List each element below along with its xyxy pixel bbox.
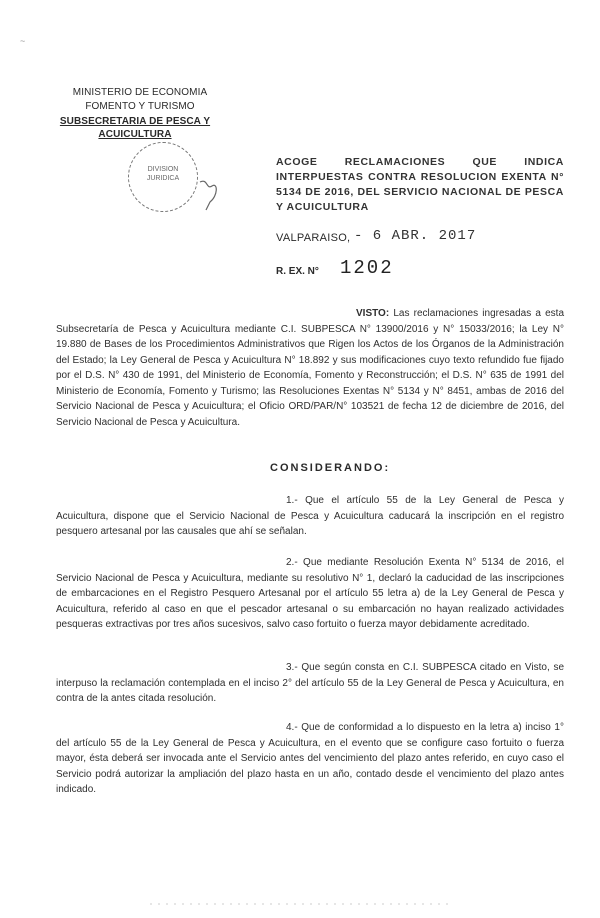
item-number: 3.- [286,662,298,673]
date-stamp: - 6 ABR. 2017 [354,228,477,244]
place-label: VALPARAISO, [276,232,351,244]
ministry-subtitle: FOMENTO Y TURISMO [85,101,195,112]
item-number: 4.- [286,722,298,733]
scan-edge-mark [150,898,450,910]
initials-signature [196,176,226,216]
subsecretaria-name: SUBSECRETARIA DE PESCA Y ACUICULTURA [59,116,211,140]
item-text: Que de conformidad a lo dispuesto en la letra a) inciso 1° del artículo 55 de la Ley General de Pesca y Acuicultura, en el evento que se configure caso fortuito o fuerza mayor, ésta deberá ser invocada ante el Servicio antes del vencimiento del plazo antes referido, en cuyo caso el Servicio podrá autorizar la ampliación del plazo hasta en un año, contado desde el vencimiento del plazo antes indicado. [56,722,564,795]
item-text: Que mediante Resolución Exenta N° 5134 de 2016, el Servicio Nacional de Pesca y Acuicultura, mediante su resolutivo N° 1, declaró la caducidad de las inscripciones de embarcaciones en el Registro Pesquero Artesanal por el artículo 55 letra a) de la Ley General de Pesca y Acuicultura, referido al caso en que el pescador artesanal o su embarcación no hayan realizado actividades pesqueras extractivas por tres años sucesivos, salvo caso fortuito o fuerza mayor debidamente acreditado. [56,557,564,630]
item-number: 2.- [286,557,298,568]
considerando-item-2 [56,555,564,633]
corner-mark: ~ [20,36,26,46]
considerando-heading: CONSIDERANDO: [270,462,391,474]
item-text: Que según consta en C.I. SUBPESCA citado en Visto, se interpuso la reclamación contemplada en el inciso 2° del artículo 55 de la Ley General de Pesca y Acuicultura, en contra de la antes citada resolución. [56,662,565,704]
item-number: 1.- [286,495,298,506]
division-seal [128,142,198,212]
considerando-item-3 [56,660,564,707]
visto-text: Las reclamaciones ingresadas a esta Subsecretaría de Pesca y Acuicultura mediante C.I. SUBPESCA N° 13900/2016 y N° 15033/2016; la Ley N° 19.880 de Bases de los Procedimientos Administrativos que Rigen los Actos de los Órganos de la Administración del Estado; la Ley General de Pesca y Acuicultura N° 18.892 y sus modificaciones cuyo texto refundido fue fijado por el D.S. N° 430 de 1991, del Ministerio de Economía, Fomento y Reconstrucción; el D.S. N° 635 de 1991 del Ministerio de Economía, Fomento y Turismo; las Resoluciones Exentas N° 5134 y N° 8451, ambas de 2016 del Servicio Nacional de Pesca y Acuicultura; el Oficio ORD/PAR/N° 103521 de fecha 12 de diciembre de 2016, del Servicio Nacional de Pesca y Acuicultura. [56,308,565,428]
considerando-item-4 [56,720,564,798]
document-title: ACOGE RECLAMACIONES QUE INDICA INTERPUESTAS CONTRA RESOLUCION EXENTA N° 5134 DE 2016, DEL SERVICIO NACIONAL DE PESCA Y ACUICULTURA [276,156,564,213]
ministry-name: MINISTERIO DE ECONOMIA [72,87,208,98]
resolution-number: 1202 [340,257,394,279]
visto-paragraph [56,306,564,430]
resolution-label: R. EX. N° [276,266,319,277]
visto-lead: VISTO: [356,308,390,319]
item-text: Que el artículo 55 de la Ley General de Pesca y Acuicultura, dispone que el Servicio Nacional de Pesca y Acuicultura caducará la inscripción en el registro pesquero artesanal por las causales que ahí se señalan. [56,495,565,537]
considerando-item-1 [56,493,564,540]
seal-text-bottom: JURIDICA [146,175,180,182]
seal-text-top: DIVISION [147,166,179,173]
